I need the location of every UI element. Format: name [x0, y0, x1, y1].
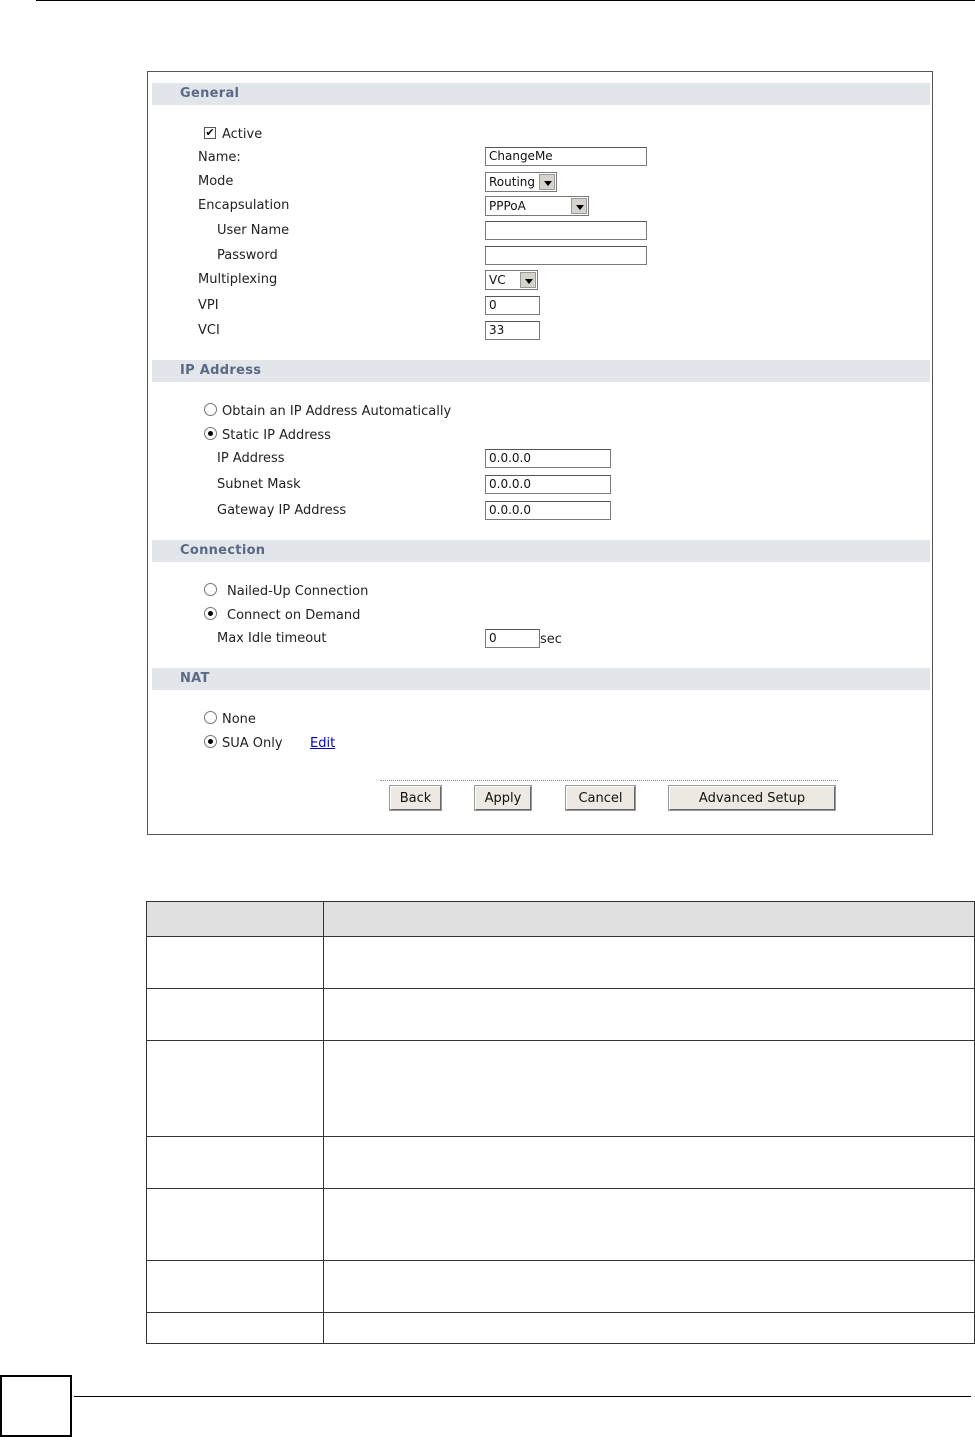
apply-button[interactable]: Apply — [475, 786, 531, 810]
nailed-up-label: Nailed-Up Connection — [227, 584, 369, 599]
static-ip-label: Static IP Address — [222, 428, 331, 443]
chevron-down-icon[interactable] — [571, 198, 587, 214]
username-input[interactable] — [485, 221, 647, 240]
chevron-down-icon[interactable] — [539, 174, 555, 190]
table-header-row — [147, 902, 975, 937]
table-row — [147, 1189, 975, 1261]
nat-sua-only-radio[interactable] — [204, 735, 217, 748]
ip-address-section-header — [152, 360, 930, 382]
static-ip-radio[interactable] — [204, 427, 217, 440]
chevron-down-icon[interactable] — [520, 272, 536, 288]
name-label: Name: — [198, 150, 241, 165]
name-input[interactable] — [485, 147, 647, 166]
nat-none-radio[interactable] — [204, 711, 217, 724]
top-rule — [36, 0, 975, 1]
bottom-rule — [74, 1396, 971, 1397]
table-header-cell — [324, 902, 975, 937]
mode-label: Mode — [198, 174, 234, 189]
table-row — [147, 989, 975, 1041]
nat-edit-link[interactable]: Edit — [310, 736, 336, 751]
nat-sua-only-label: SUA Only — [222, 736, 283, 751]
encapsulation-select[interactable] — [485, 196, 589, 216]
subnet-mask-label: Subnet Mask — [217, 477, 301, 492]
gateway-ip-input[interactable] — [485, 501, 611, 520]
mode-select-value: Routing — [489, 175, 536, 189]
general-header-text: General — [180, 86, 240, 101]
max-idle-label: Max Idle timeout — [217, 631, 327, 646]
multiplexing-select[interactable] — [485, 270, 538, 290]
nailed-up-radio[interactable] — [204, 583, 217, 596]
back-button[interactable]: Back — [390, 786, 441, 810]
nat-section-header — [152, 668, 930, 690]
button-divider — [380, 780, 838, 781]
vci-input[interactable] — [485, 321, 540, 340]
multiplexing-label: Multiplexing — [198, 272, 278, 287]
cancel-button[interactable]: Cancel — [566, 786, 635, 810]
max-idle-input[interactable] — [485, 629, 540, 648]
gateway-ip-label: Gateway IP Address — [217, 503, 347, 518]
vci-label: VCI — [198, 323, 220, 338]
vpi-label: VPI — [198, 298, 219, 313]
connect-on-demand-radio[interactable] — [204, 607, 217, 620]
advanced-setup-button[interactable]: Advanced Setup — [669, 786, 835, 810]
page-number-box — [0, 1375, 72, 1437]
multiplexing-select-value: VC — [489, 273, 506, 287]
table-row — [147, 1261, 975, 1313]
mode-select[interactable] — [485, 172, 557, 192]
encapsulation-select-value: PPPoA — [489, 199, 526, 213]
password-input[interactable] — [485, 246, 647, 265]
connect-on-demand-label: Connect on Demand — [227, 608, 361, 623]
general-section-header — [152, 83, 930, 105]
description-table — [146, 901, 975, 1344]
vpi-input[interactable] — [485, 296, 540, 315]
obtain-ip-auto-radio[interactable] — [204, 403, 217, 416]
obtain-ip-auto-label: Obtain an IP Address Automatically — [222, 404, 452, 419]
subnet-mask-input[interactable] — [485, 475, 611, 494]
table-row — [147, 1313, 975, 1344]
connection-section-header — [152, 540, 930, 562]
active-label: Active — [222, 127, 263, 142]
table-row — [147, 1137, 975, 1189]
ip-address-label: IP Address — [217, 451, 285, 466]
ip-address-header-text: IP Address — [180, 363, 262, 378]
nat-none-label: None — [222, 712, 256, 727]
table-header-cell — [147, 902, 324, 937]
active-checkbox[interactable]: ✔ — [205, 126, 215, 139]
ip-address-input[interactable] — [485, 449, 611, 468]
username-label: User Name — [217, 223, 290, 238]
max-idle-unit: sec — [540, 632, 562, 647]
encapsulation-label: Encapsulation — [198, 198, 290, 213]
nat-header-text: NAT — [180, 671, 210, 686]
table-row — [147, 937, 975, 989]
connection-header-text: Connection — [180, 543, 266, 558]
wan-setup-panel — [147, 71, 933, 835]
table-row — [147, 1041, 975, 1137]
password-label: Password — [217, 248, 278, 263]
